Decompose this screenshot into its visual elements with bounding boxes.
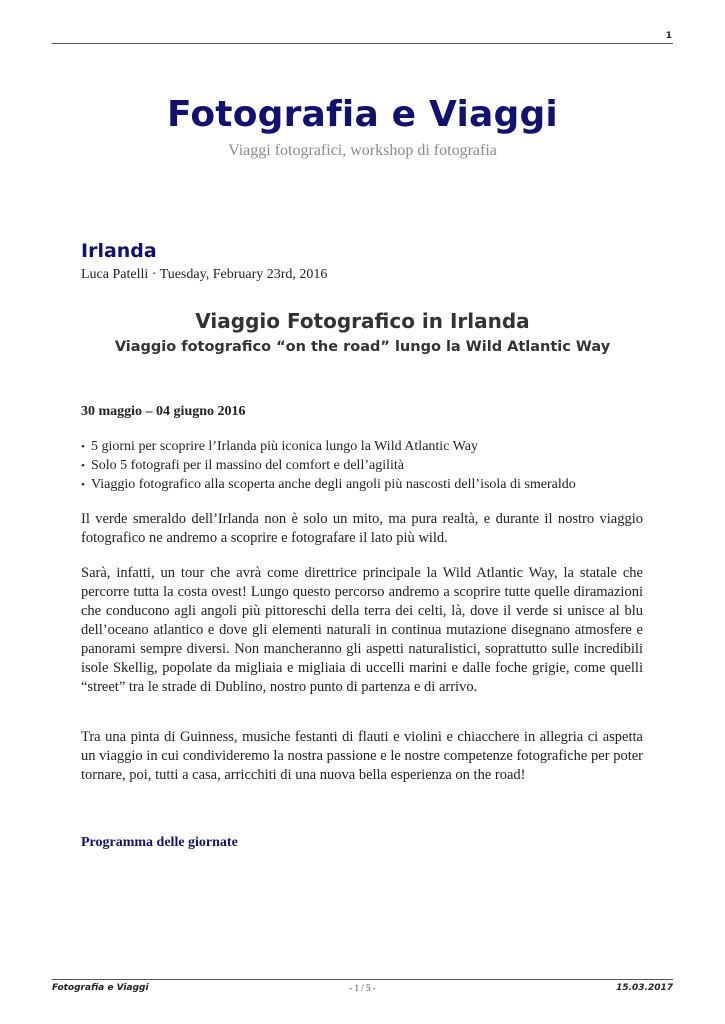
program-link[interactable]: Programma delle giornate	[81, 835, 238, 850]
footer-pager: - 1 / 5 -	[349, 983, 376, 993]
header-rule	[52, 43, 673, 44]
trip-dates: 30 maggio – 04 giugno 2016	[81, 404, 246, 419]
site-title[interactable]: Fotografia e Viaggi	[167, 94, 558, 135]
footer-rule	[52, 979, 673, 980]
paragraph-closing: Tra una pinta di Guinness, musiche festanti di flauti e violini e chiacchere in allegria ci aspetta un viaggio in cui condivideremo la nostra passione e le nostre competenze fotografiche per poter tornare, poi, tutti a casa, arricchiti di una nuova bella esperienza on the road!	[81, 729, 643, 783]
footer-site-name: Fotografia e Viaggi	[52, 983, 149, 993]
highlights-list	[81, 437, 576, 494]
list-item: • Viaggio fotografico alla scoperta anche degli angoli più nascosti dell’isola di smeraldo	[81, 475, 576, 494]
list-item: • 5 giorni per scoprire l’Irlanda più iconica lungo la Wild Atlantic Way	[81, 437, 576, 456]
footer-date: 15.03.2017	[616, 983, 673, 993]
article-heading: Viaggio Fotografico in Irlanda	[195, 309, 530, 333]
article-subheading: Viaggio fotografico “on the road” lungo la Wild Atlantic Way	[114, 339, 611, 355]
post-title[interactable]: Irlanda	[81, 240, 157, 262]
list-item: • Solo 5 fotografi per il massino del comfort e dell’agilità	[81, 456, 576, 475]
post-meta: Luca Patelli · Tuesday, February 23rd, 2016	[81, 267, 328, 282]
site-tagline: Viaggi fotografici, workshop di fotografia	[228, 142, 497, 159]
page-number: 1	[665, 31, 672, 41]
paragraph-route: Sarà, infatti, un tour che avrà come direttrice principale la Wild Atlantic Way, la statale che percorre tutta la costa ovest! Lungo questo percorso andremo a scoprire tutte quelle diramazioni che conducono agli angoli più pittoreschi della terra dei celti, là, dove il verde si unisce al blu dell’oceano atlantico e dove gli elementi naturali in continua mutazione disegnano atmosfere e panorami sempre diversi. Non mancheranno gli aspetti naturalistici, soprattutto sulle incredibili isole Skellig, popolate da migliaia e migliaia di uccelli marini e dalle foche grigie, come quelli “street” tra le strade di Dublino, nostro punto di partenza e di arrivo.	[81, 565, 643, 695]
paragraph-intro: Il verde smeraldo dell’Irlanda non è solo un mito, ma pura realtà, e durante il nostro viaggio fotografico ne andremo a scoprire e fotografare il lato più wild.	[81, 511, 643, 546]
